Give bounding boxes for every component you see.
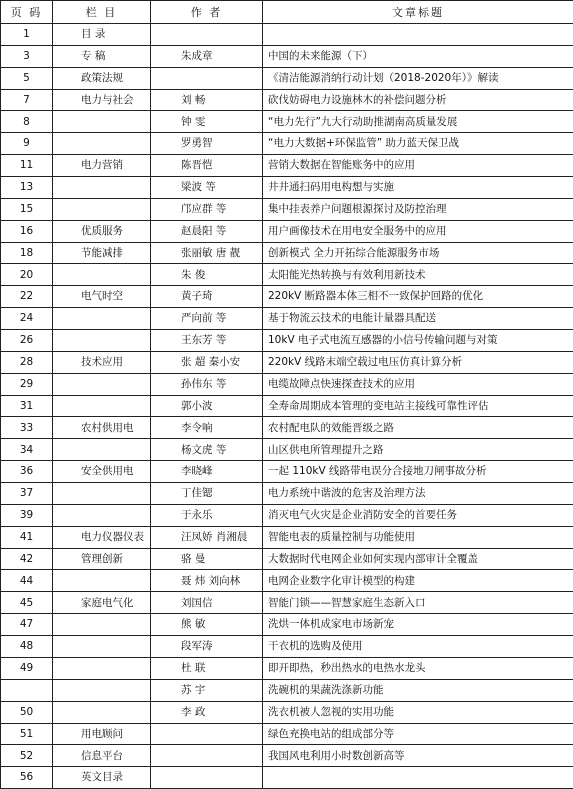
column-cell: 政策法规	[53, 67, 151, 89]
page-cell: 47	[1, 614, 53, 636]
title-cell	[263, 767, 573, 789]
author-cell: 黄子琦	[151, 286, 263, 308]
column-cell	[53, 133, 151, 155]
page-cell: 20	[1, 264, 53, 286]
page-cell: 41	[1, 526, 53, 548]
column-cell	[53, 439, 151, 461]
author-cell: 李 政	[151, 701, 263, 723]
author-cell: 郭小波	[151, 395, 263, 417]
table-row	[1, 45, 573, 67]
title-cell: 绿色充换电站的组成部分等	[263, 723, 573, 745]
table-row	[1, 417, 573, 439]
title-cell: 洗碗机的果蔬洗涤新功能	[263, 679, 573, 701]
column-cell	[53, 330, 151, 352]
table-row	[1, 308, 573, 330]
page-cell: 24	[1, 308, 53, 330]
column-cell	[53, 570, 151, 592]
table-row	[1, 592, 573, 614]
column-cell: 优质服务	[53, 220, 151, 242]
title-cell: 中国的未来能源（下）	[263, 45, 573, 67]
header-title: 文章标题	[263, 1, 573, 24]
column-cell	[53, 657, 151, 679]
title-cell: 井井通扫码用电构想与实施	[263, 177, 573, 199]
table-row	[1, 636, 573, 658]
column-cell: 农村供用电	[53, 417, 151, 439]
page-cell: 49	[1, 657, 53, 679]
title-cell: 农村配电队的效能晋级之路	[263, 417, 573, 439]
column-cell: 信息平台	[53, 745, 151, 767]
table-row	[1, 548, 573, 570]
author-cell: 梁波 等	[151, 177, 263, 199]
column-cell	[53, 614, 151, 636]
page-cell: 29	[1, 373, 53, 395]
page-cell: 11	[1, 155, 53, 177]
table-row	[1, 395, 573, 417]
author-cell	[151, 24, 263, 46]
page-cell: 51	[1, 723, 53, 745]
column-cell	[53, 504, 151, 526]
page-cell: 9	[1, 133, 53, 155]
page-cell: 48	[1, 636, 53, 658]
author-cell: 杜 联	[151, 657, 263, 679]
title-cell: 干衣机的选购及使用	[263, 636, 573, 658]
title-cell: 洗烘一体机成家电市场新宠	[263, 614, 573, 636]
author-cell: 张丽敏 唐 靓	[151, 242, 263, 264]
page-cell: 44	[1, 570, 53, 592]
column-cell: 电力营销	[53, 155, 151, 177]
title-cell: 220kV 断路器本体三相不一致保护回路的优化	[263, 286, 573, 308]
author-cell: 苏 宇	[151, 679, 263, 701]
title-cell	[263, 24, 573, 46]
header-author: 作 者	[151, 1, 263, 24]
page-cell: 15	[1, 198, 53, 220]
title-cell: “电力大数据+环保监管” 助力蓝天保卫战	[263, 133, 573, 155]
author-cell: 聂 炜 刘向林	[151, 570, 263, 592]
title-cell: 集中挂表养户问题根源探讨及防控治理	[263, 198, 573, 220]
author-cell: 陈晋恺	[151, 155, 263, 177]
column-cell: 节能减排	[53, 242, 151, 264]
title-cell: “电力先行”九大行动助推湖南高质量发展	[263, 111, 573, 133]
page-cell: 33	[1, 417, 53, 439]
page-cell: 3	[1, 45, 53, 67]
table-row	[1, 24, 573, 46]
author-cell: 王东芳 等	[151, 330, 263, 352]
page-cell: 34	[1, 439, 53, 461]
title-cell: 创新模式 全力开拓综合能源服务市场	[263, 242, 573, 264]
column-cell: 电气时空	[53, 286, 151, 308]
title-cell: 10kV 电子式电流互感器的小信号传输问题与对策	[263, 330, 573, 352]
author-cell: 丁佳锶	[151, 483, 263, 505]
table-row	[1, 111, 573, 133]
column-cell: 目 录	[53, 24, 151, 46]
title-cell: 我国风电利用小时数创新高等	[263, 745, 573, 767]
table-row	[1, 220, 573, 242]
title-cell: 大数据时代电网企业如何实现内部审计全覆盖	[263, 548, 573, 570]
table-row	[1, 745, 573, 767]
column-cell: 管理创新	[53, 548, 151, 570]
title-cell: 即开即热，秒出热水的电热水龙头	[263, 657, 573, 679]
table-row	[1, 701, 573, 723]
column-cell: 用电顾问	[53, 723, 151, 745]
title-cell: 太阳能光热转换与有效利用新技术	[263, 264, 573, 286]
author-cell: 段军涛	[151, 636, 263, 658]
author-cell: 钟 雯	[151, 111, 263, 133]
table-row	[1, 526, 573, 548]
author-cell: 汪凤娇 肖湘晨	[151, 526, 263, 548]
page-cell: 16	[1, 220, 53, 242]
page-cell: 22	[1, 286, 53, 308]
page-cell: 52	[1, 745, 53, 767]
table-row	[1, 657, 573, 679]
column-cell: 安全供用电	[53, 461, 151, 483]
author-cell	[151, 745, 263, 767]
header-page: 页 码	[1, 1, 53, 24]
table-row	[1, 483, 573, 505]
title-cell: 智能电表的质量控制与功能使用	[263, 526, 573, 548]
title-cell: 电力系统中谐波的危害及治理方法	[263, 483, 573, 505]
table-row	[1, 351, 573, 373]
column-cell	[53, 483, 151, 505]
table-row	[1, 504, 573, 526]
page-cell: 39	[1, 504, 53, 526]
column-cell: 电力仪器仪表	[53, 526, 151, 548]
column-cell	[53, 264, 151, 286]
table-row	[1, 67, 573, 89]
title-cell: 智能门锁——智慧家庭生态新入口	[263, 592, 573, 614]
table-row	[1, 373, 573, 395]
table-row	[1, 198, 573, 220]
author-cell: 朱 俊	[151, 264, 263, 286]
title-cell: 砍伐妨碍电力设施林木的补偿问题分析	[263, 89, 573, 111]
author-cell: 孙伟东 等	[151, 373, 263, 395]
author-cell: 刘 畅	[151, 89, 263, 111]
page-cell: 18	[1, 242, 53, 264]
table-row	[1, 723, 573, 745]
title-cell: 基于物流云技术的电能计量器具配送	[263, 308, 573, 330]
page-cell: 50	[1, 701, 53, 723]
table-row	[1, 133, 573, 155]
author-cell: 赵晨阳 等	[151, 220, 263, 242]
column-cell: 技术应用	[53, 351, 151, 373]
table-row	[1, 89, 573, 111]
page-cell: 45	[1, 592, 53, 614]
page-cell: 26	[1, 330, 53, 352]
column-cell: 专 稿	[53, 45, 151, 67]
page-cell: 56	[1, 767, 53, 789]
header-row	[1, 1, 573, 24]
author-cell: 李晓峰	[151, 461, 263, 483]
table-row	[1, 155, 573, 177]
table-row	[1, 264, 573, 286]
column-cell: 电力与社会	[53, 89, 151, 111]
column-cell	[53, 308, 151, 330]
author-cell: 罗勇智	[151, 133, 263, 155]
author-cell: 张 超 秦小安	[151, 351, 263, 373]
table-row	[1, 767, 573, 789]
title-cell: 消灭电气火灾是企业消防安全的首要任务	[263, 504, 573, 526]
column-cell: 英文目录	[53, 767, 151, 789]
title-cell: 营销大数据在智能账务中的应用	[263, 155, 573, 177]
page-cell: 1	[1, 24, 53, 46]
title-cell: 山区供电所管理提升之路	[263, 439, 573, 461]
column-cell	[53, 111, 151, 133]
column-cell	[53, 198, 151, 220]
author-cell: 于永乐	[151, 504, 263, 526]
table-row	[1, 330, 573, 352]
table-row	[1, 461, 573, 483]
column-cell: 家庭电气化	[53, 592, 151, 614]
title-cell: 220kV 线路末端空载过电压仿真计算分析	[263, 351, 573, 373]
column-cell	[53, 636, 151, 658]
title-cell: 用户画像技术在用电安全服务中的应用	[263, 220, 573, 242]
author-cell: 杨文虎 等	[151, 439, 263, 461]
author-cell: 李令响	[151, 417, 263, 439]
author-cell	[151, 767, 263, 789]
page-cell: 5	[1, 67, 53, 89]
table-row	[1, 177, 573, 199]
table-row	[1, 439, 573, 461]
table-row	[1, 242, 573, 264]
author-cell	[151, 723, 263, 745]
page-cell: 8	[1, 111, 53, 133]
page-cell: 13	[1, 177, 53, 199]
table-row	[1, 614, 573, 636]
page-cell	[1, 679, 53, 701]
title-cell: 一起 110kV 线路带电误分合接地刀闸事故分析	[263, 461, 573, 483]
title-cell: 电网企业数字化审计模型的构建	[263, 570, 573, 592]
page-cell: 36	[1, 461, 53, 483]
page-cell: 37	[1, 483, 53, 505]
title-cell: 洗衣机被人忽视的实用功能	[263, 701, 573, 723]
page-cell: 31	[1, 395, 53, 417]
author-cell: 熊 敏	[151, 614, 263, 636]
author-cell: 严向前 等	[151, 308, 263, 330]
column-cell	[53, 177, 151, 199]
title-cell: 《清洁能源消纳行动计划（2018-2020年）》解读	[263, 67, 573, 89]
author-cell	[151, 67, 263, 89]
title-cell: 电缆故障点快速探查技术的应用	[263, 373, 573, 395]
header-column: 栏 目	[53, 1, 151, 24]
column-cell	[53, 679, 151, 701]
page-cell: 7	[1, 89, 53, 111]
table-row	[1, 286, 573, 308]
title-cell: 全寿命周期成本管理的变电站主接线可靠性评估	[263, 395, 573, 417]
author-cell: 朱成章	[151, 45, 263, 67]
author-cell: 刘国信	[151, 592, 263, 614]
table-row	[1, 570, 573, 592]
page-cell: 42	[1, 548, 53, 570]
table-row	[1, 679, 573, 701]
column-cell	[53, 373, 151, 395]
author-cell: 邝应群 等	[151, 198, 263, 220]
column-cell	[53, 701, 151, 723]
page-cell: 28	[1, 351, 53, 373]
column-cell	[53, 395, 151, 417]
author-cell: 骆 曼	[151, 548, 263, 570]
